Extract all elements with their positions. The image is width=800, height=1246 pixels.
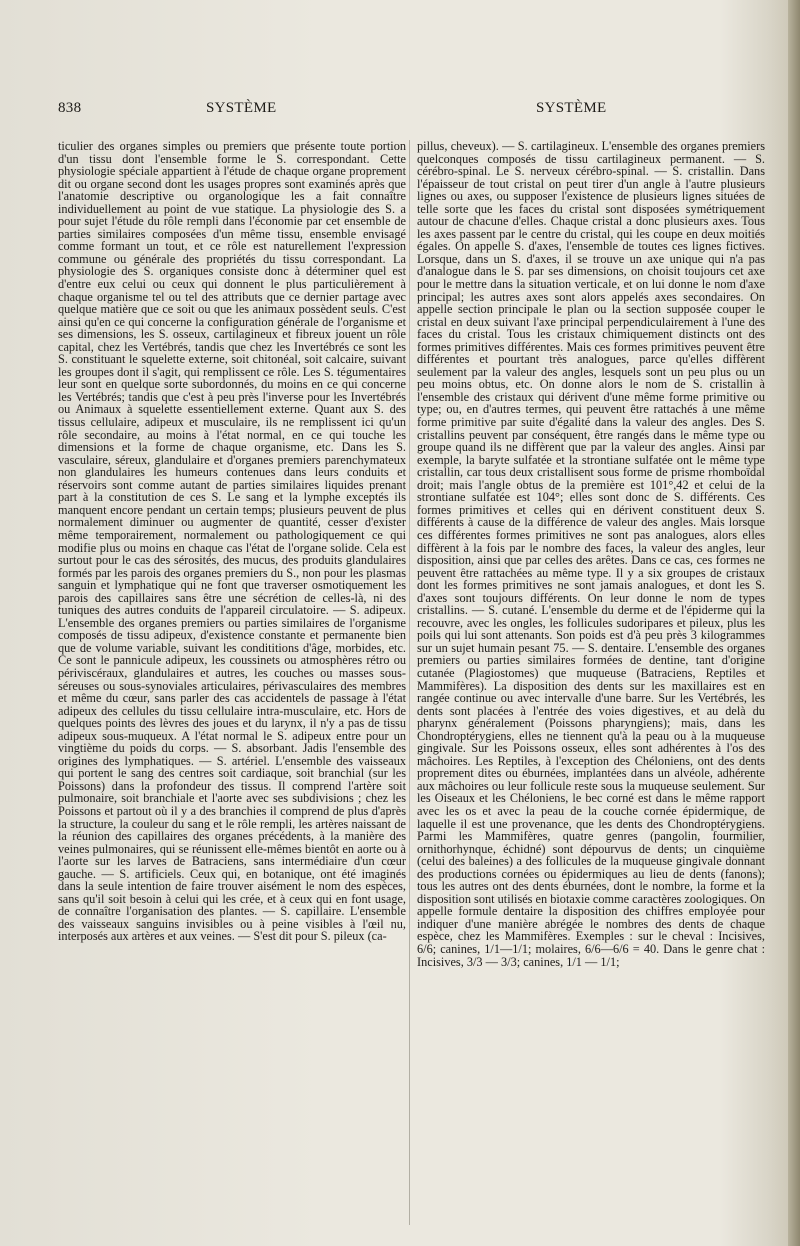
column-divider — [409, 140, 410, 1225]
running-header — [58, 100, 758, 122]
left-running-title: SYSTÈME — [206, 100, 277, 116]
right-column-text: pillus, cheveux). — S. cartilagineux. L'ensemble des organes premiers quelconques composés de tissu cartilagineux permanent. — S. cérébro-spinal. Le S. nerveux cérébro-spinal. — S. cristallin. Dans l'épaisseur de tout cristal on peut tirer d'un angle à l'autre plusieurs lignes ou axes, ou supposer l'existence de plusieurs lignes situées de telle sorte que les faces du cristal sont disposées symétriquement autour de chacune d'elles. Chaque cristal a donc plusieurs axes. Tous les axes passent par le centre du cristal, qui les coupe en deux moitiés égales. On appelle S. d'axes, l'ensemble de toutes ces lignes fictives. Lorsque, dans un S. d'axes, il se trouve un axe unique qui n'a pas d'analogue dans le S. par ses dimensions, on choisit toujours cet axe pour le mettre dans la situation verticale, et on lui donne le nom d'axe principal; les autres axes sont alors appelés axes secondaires. On appelle section principale le plan ou la section supposée couper le cristal en deux suivant l'axe principal perpendiculairement à l'une des faces du cristal. Tous les cristaux chimiquement distincts ont des formes primitives différentes. Mais ces formes primitives peuvent être différentes et pourtant très analogues, parce qu'elles diffèrent seulement par la valeur des angles, lesquels sont un peu plus ou un peu moins obtus, etc. On donne alors le nom de S. cristallin à l'ensemble des cristaux qui dérivent d'une même forme primitive ou type; ou, en d'autres termes, qui peuvent être rattachés à une même forme primitive par suite d'égalité dans la valeur des angles. Des S. cristallins peuvent par conséquent, être rangés dans le même type ou groupe quand ils ne diffèrent que par la valeur des angles. Ainsi par exemple, la baryte sulfatée et la strontiane sulfatée ont le même type cristallin, car tous deux cristallisent sous forme de prisme rhomboïdal droit; mais l'angle obtus de la première est 101°,42 et celui de la strontiane sulfatée est 104°; elles sont donc de S. différents. Ces formes primitives et celles qui en dérivent constituent deux S. différents à cause de la différence de valeur des angles. Mais lorsque ces différentes formes primitives ne sont pas analogues, alors elles diffèrent à la fois par le nombre des faces, la valeur des angles, leur disposition, ainsi que par celles des arêtes. Dans ce cas, ces formes ne peuvent être rattachées au même type. Il y a six groupes de cristaux dont les formes primitives ne sont jamais analogues, et dont les S. d'axes sont toujours différents. On leur donne le nom de types cristallins. — S. cutané. L'ensemble du derme et de l'épiderme qui la recouvre, avec les ongles, les follicules sudoripares et pileux, plus les poils qui lui sont attenants. Son poids est d'à peu près 3 kilogrammes sur un sujet humain pesant 75. — S. dentaire. L'ensemble des organes premiers ou parties similaires formées de dentine, tant d'origine cutanée (Plagiostomes) que muqueuse (Batraciens, Reptiles et Mammifères). La disposition des dents sur les maxillaires est en rangée continue ou avec intervalle d'une barre. Sur les Vertébrés, les dents sont placées à l'entrée des voies digestives, et au delà du pharynx généralement (Poissons pharyngiens); mais, dans les Chondroptérygiens, elles ne tiennent qu'à la peau ou à la muqueuse gingivale. Sur les Poissons osseux, elles sont adhérentes à l'os des mâchoires. Les Reptiles, à l'exception des Chéloniens, ont des dents proprement dites ou éburnées, implantées dans un alvéole, adhérente aux mâchoires ou leur follicule reste sous la muqueuse seulement. Sur les Oiseaux et les Chéloniens, le bec corné est dans le même rapport avec les os et avec la peau de la couche cornée épidermique, de laquelle il est une provenance, que les dents des Chondroptérygiens. Parmi les Mammifères, quatre genres (pangolin, fourmilier, ornithorhynque, échidné) sont dépourvus de dents; un cinquième (celui des baleines) a des follicules de la muqueuse gingivale donnant des productions cornées ou épidermiques au lieu de dents (fanons); tous les autres ont des dents éburnées, dont le nombre, la forme et la disposition sont utilisés en biotaxie comme caractères zoologiques. On appelle formule dentaire la disposition des chiffres employée pour indiquer d'une manière abrégée le nombres des dents de chaque espèce, chez les Mammifères. Exemples : sur le cheval : Incisives, 6/6; canines, 1/1—1/1; molaires, 6/6—6/6 = 40. Dans le genre chat : Incisives, 3/3 — 3/3; canines, 1/1 — 1/1; — [417, 140, 765, 969]
page-number: 838 — [58, 100, 82, 116]
left-column — [58, 140, 406, 1230]
left-column-text: ticulier des organes simples ou premiers que présente toute portion d'un tissu dont l'ensemble forme le S. correspondant. Cette physiologie spéciale appartient à l'étude de chaque organe proprement dit ou organe second dont les usages propres sont examinés après que l'anatomie descriptive ou organologique les a fait connaître individuellement au point de vue statique. La physiologie des S. a pour sujet l'étude du rôle rempli dans l'économie par cet ensemble de parties similaires composées d'un même tissu, ensemble envisagé comme formant un tout, et ce rôle est naturellement l'expression commune ou générale des propriétés du tissu correspondant. La physiologie des S. organiques consiste donc à déterminer quel est d'entre eux celui ou ceux qui donnent le plus particulièrement à chaque organisme tel ou tel des attributs que ce dernier partage avec quelque matière que ce soit ou que les animaux possèdent seuls. C'est ainsi qu'en ce qui concerne la configuration générale de l'organisme et ses dimensions, les S. osseux, cartilagineux et fibreux jouent un rôle capital, chez les Vertébrés, tandis que chez les Invertébrés ce sont les S. constituant le squelette externe, soit chitonéal, soit calcaire, suivant les groupes dont il s'agit, qui remplissent ce rôle. Les S. tégumentaires leur sont en quelque sorte subordonnés, du moins en ce qui concerne les Vertébrés; tandis que c'est à peu près l'inverse pour les Invertébrés ou Animaux à squelette essentiellement externe. Quant aux S. des tissus cellulaire, adipeux et musculaire, ils ne remplissent ici qu'un rôle secondaire, au moins à l'état normal, en ce qui touche les dimensions et la forme de chaque organisme, etc. Dans les S. vasculaire, séreux, glandulaire et d'organes premiers parenchymateux non glandulaires les humeurs contenues dans leurs conduits et réservoirs sont comme autant de parties similaires liquides prenant part à la constitution de ces S. Le sang et la lymphe exceptés ils manquent encore pendant un certain temps; plusieurs peuvent de plus normalement diminuer ou augmenter de quantité, cesser d'exister même temporairement, normalement ou pathologiquement ce qui modifie plus ou moins en chaque cas l'état de l'organe solide. Cela est surtout pour le cas des sérosités, des mucus, des produits glandulaires formés par les parois des organes premiers du S., non pour les plasmas sanguin et lymphatique qui ne font que traverser osmotiquement les parois des capillaires sans être une sécrétion de celles-là, ni des tuniques des autres conduits de l'appareil circulatoire. — S. adipeux. L'ensemble des organes premiers ou parties similaires de l'organisme composés de tissu adipeux, d'existence constante et permanente bien que de volume variable, suivant les condititions d'âge, morbides, etc. Ce sont le pannicule adipeux, les coussinets ou atmosphères rétro ou périviscéraux, glandulaires et autres, les couches ou masses sous-séreuses ou sous-synoviales articulaires, périvasculaires des membres et même du cœur, sans parler des cas accidentels de passage à l'état adipeux des cellules du tissu cellulaire intra-musculaire, etc. Hors de quelques points des lèvres des joues et du larynx, il n'y a pas de tissu adipeux sous-muqueux. A l'état normal le S. adipeux entre pour un vingtième du poids du corps. — S. absorbant. Jadis l'ensemble des origines des lymphatiques. — S. artériel. L'ensemble des vaisseaux qui portent le sang des centres soit cardiaque, soit branchial (sur les Poissons) dans la profondeur des tissus. Il comprend l'artère soit pulmonaire, soit branchiale et l'aorte avec ses subdivisions ; chez les Poissons et partout où il y a des branchies il comprend de plus d'après la structure, la couleur du sang et le rôle rempli, les artères naissant de la réunion des capillaires des organes précédents, à la manière des veines pulmonaires, qui se réunissent elle-mêmes bientôt en aorte ou à l'aorte sur les larves de Batraciens, sans intermédiaire d'un cœur gauche. — S. artificiels. Ceux qui, en botanique, ont été imaginés dans la seule intention de faire trouver aisément le nom des espèces, sans qu'il soit besoin à celui qui les crée, et à ceux qui en font usage, de connaître l'organisation des plantes. — S. capillaire. L'ensemble des vaisseaux sanguins invisibles ou à peine visibles à l'œil nu, interposés aux artères et aux veines. — S'est dit pour S. pileux (ca- — [58, 140, 406, 944]
right-column — [417, 140, 765, 1230]
book-spine-shadow — [788, 0, 800, 1246]
right-running-title: SYSTÈME — [536, 100, 607, 116]
